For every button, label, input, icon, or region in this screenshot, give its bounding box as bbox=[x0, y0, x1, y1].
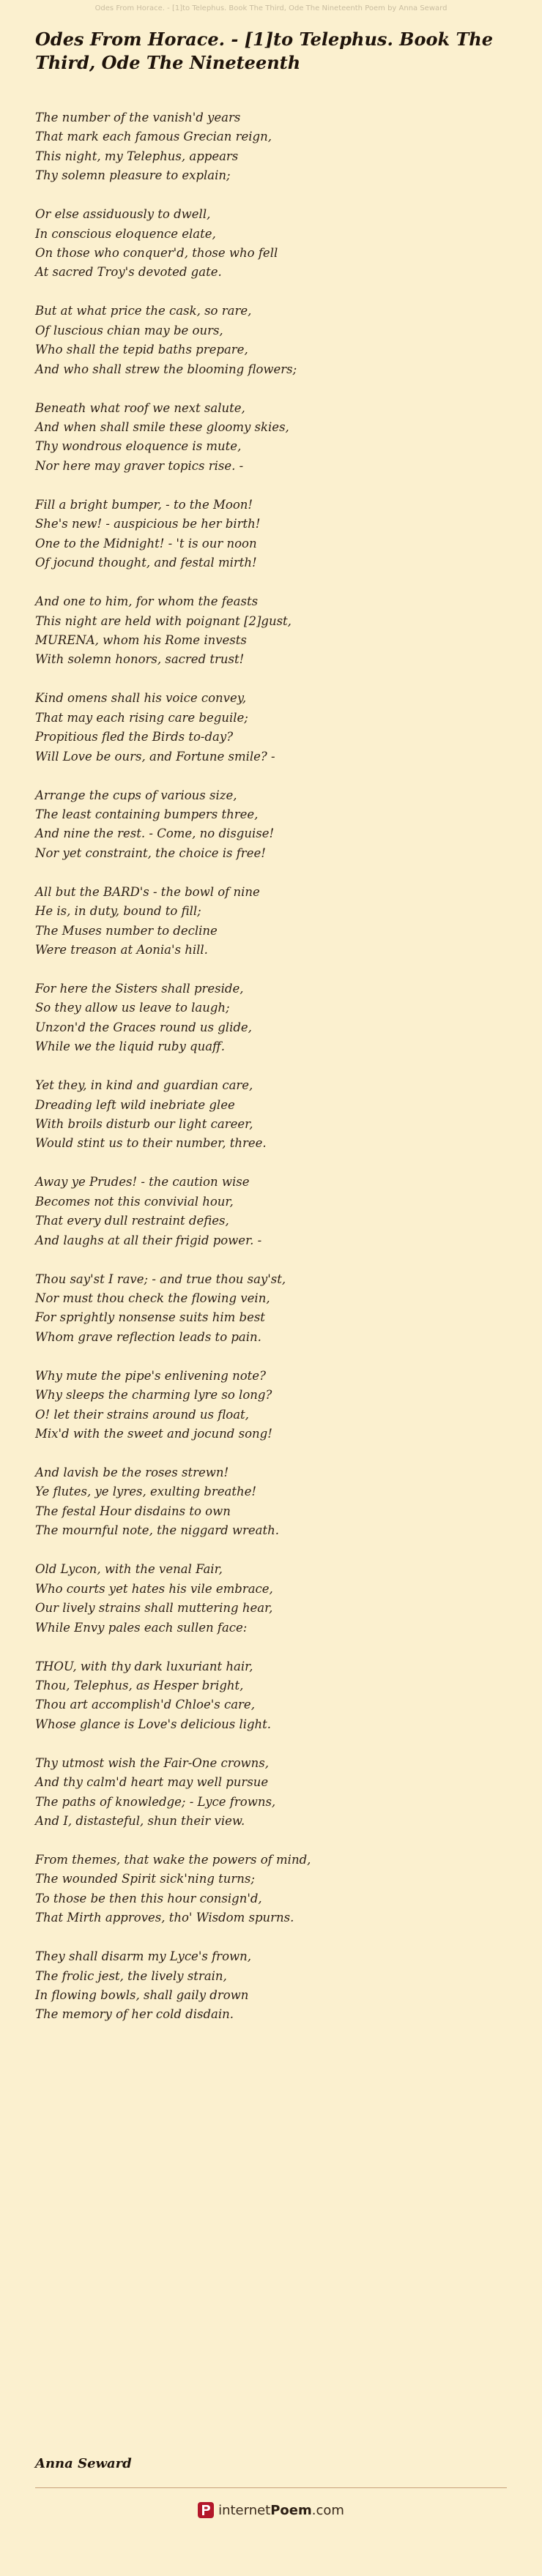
poem-line: Unzon'd the Graces round us glide, bbox=[35, 1020, 252, 1034]
stanza bbox=[35, 399, 511, 477]
poem-line: Who courts yet hates his vile embrace, bbox=[35, 1581, 273, 1596]
stanza bbox=[35, 883, 511, 960]
poem-line: They shall disarm my Lyce's frown, bbox=[35, 1949, 251, 1964]
poem-line: Nor must thou check the flowing vein, bbox=[35, 1291, 270, 1306]
poem-line: And I, distasteful, shun their view. bbox=[35, 1813, 245, 1828]
poem-line: At sacred Troy's devoted gate. bbox=[35, 265, 222, 280]
poem-line: While we the liquid ruby quaff. bbox=[35, 1039, 225, 1054]
stanza bbox=[35, 1851, 511, 1928]
poem-line: The Muses number to decline bbox=[35, 923, 218, 938]
poem-line: The festal Hour disdains to own bbox=[35, 1504, 231, 1518]
poem-line: Whom grave reflection leads to pain. bbox=[35, 1329, 261, 1344]
stanza bbox=[35, 1173, 511, 1250]
stanza bbox=[35, 496, 511, 573]
poem-line: Of luscious chian may be ours, bbox=[35, 323, 223, 337]
poem-author[interactable]: Anna Seward bbox=[35, 2456, 132, 2471]
stanza bbox=[35, 1560, 511, 1638]
stanza bbox=[35, 302, 511, 379]
stanza bbox=[35, 1367, 511, 1444]
poem-line: Our lively strains shall muttering hear, bbox=[35, 1601, 273, 1616]
poem-line: Propitious fled the Birds to-day? bbox=[35, 730, 234, 744]
poem-line: Kind omens shall his voice convey, bbox=[35, 691, 247, 706]
poem-line: Nor here may graver topics rise. - bbox=[35, 458, 244, 473]
poem-logo-icon bbox=[198, 2502, 214, 2518]
poem-line: Thou, Telephus, as Hesper bright, bbox=[35, 1678, 244, 1692]
footer-divider bbox=[35, 2487, 507, 2488]
poem-line: Would stint us to their number, three. bbox=[35, 1136, 267, 1151]
poem-line: The wounded Spirit sick'ning turns; bbox=[35, 1872, 255, 1886]
poem-line: From themes, that wake the powers of mind, bbox=[35, 1852, 311, 1867]
poem-line: Fill a bright bumper, - to the Moon! bbox=[35, 497, 253, 512]
poem-line: In conscious eloquence elate, bbox=[35, 226, 216, 241]
poem-line: And one to him, for whom the feasts bbox=[35, 594, 259, 609]
poem-line: And nine the rest. - Come, no disguise! bbox=[35, 826, 275, 841]
poem-body bbox=[35, 108, 511, 2044]
poem-line: This night, my Telephus, appears bbox=[35, 149, 239, 163]
poem-line: The memory of her cold disdain. bbox=[35, 2007, 234, 2022]
page-caption: Odes From Horace. - [1]to Telephus. Book The Third, Ode The Nineteenth Poem by Anna Seward bbox=[94, 4, 448, 12]
poem-line: Thou say'st I rave; - and true thou say'st, bbox=[35, 1272, 286, 1286]
poem-line: The frolic jest, the lively strain, bbox=[35, 1968, 227, 1983]
stanza bbox=[35, 205, 511, 283]
poem-line: All but the BARD's - the bowl of nine bbox=[35, 884, 260, 899]
poem-line: And who shall strew the blooming flowers; bbox=[35, 362, 297, 376]
stanza bbox=[35, 1270, 511, 1348]
stanza bbox=[35, 1947, 511, 2025]
brand-suffix: .com bbox=[311, 2502, 344, 2518]
stanza bbox=[35, 592, 511, 670]
poem-line: The mournful note, the niggard wreath. bbox=[35, 1523, 280, 1538]
poem-line: Thy utmost wish the Fair-One crowns, bbox=[35, 1755, 269, 1770]
poem-line: To those be then this hour consign'd, bbox=[35, 1891, 262, 1905]
brand-plain: internet bbox=[218, 2502, 271, 2518]
poem-line: Or else assiduously to dwell, bbox=[35, 207, 211, 222]
poem-line: But at what price the cask, so rare, bbox=[35, 304, 252, 318]
poem-line: THOU, with thy dark luxuriant hair, bbox=[35, 1659, 253, 1673]
poem-line: The least containing bumpers three, bbox=[35, 807, 259, 821]
poem-line: Why mute the pipe's enlivening note? bbox=[35, 1368, 266, 1383]
stanza bbox=[35, 1657, 511, 1735]
stanza bbox=[35, 1754, 511, 1832]
poem-line: Thou art accomplish'd Chloe's care, bbox=[35, 1698, 255, 1712]
poem-line: Why sleeps the charming lyre so long? bbox=[35, 1388, 272, 1403]
stanza bbox=[35, 1076, 511, 1154]
poem-line: One to the Midnight! - 't is our noon bbox=[35, 536, 257, 550]
poem-line: And lavish be the roses strewn! bbox=[35, 1466, 229, 1480]
poem-line: That every dull restraint defies, bbox=[35, 1214, 229, 1228]
poem-line: Will Love be ours, and Fortune smile? - bbox=[35, 749, 275, 764]
poem-line: With broils disturb our light career, bbox=[35, 1117, 253, 1131]
poem-line: Thy wondrous eloquence is mute, bbox=[35, 439, 242, 454]
stanza bbox=[35, 786, 511, 864]
poem-line: For here the Sisters shall preside, bbox=[35, 981, 244, 996]
poem-line: Whose glance is Love's delicious light. bbox=[35, 1717, 272, 1731]
poem-line: This night are held with poignant [2]gust, bbox=[35, 613, 292, 628]
stanza bbox=[35, 979, 511, 1057]
poem-line: And thy calm'd heart may well pursue bbox=[35, 1775, 269, 1790]
stanza bbox=[35, 689, 511, 766]
poem-line: That mark each famous Grecian reign, bbox=[35, 130, 272, 144]
poem-line: He is, in duty, bound to fill; bbox=[35, 904, 201, 919]
poem-line: And laughs at all their frigid power. - bbox=[35, 1233, 262, 1247]
poem-line: Becomes not this convivial hour, bbox=[35, 1194, 234, 1209]
poem-line: O! let their strains around us float, bbox=[35, 1407, 249, 1422]
poem-line: Dreading left wild inebriate glee bbox=[35, 1097, 235, 1112]
poem-line: Old Lycon, with the venal Fair, bbox=[35, 1562, 223, 1577]
poem-line: Were treason at Aonia's hill. bbox=[35, 942, 208, 957]
poem-line: Away ye Prudes! - the caution wise bbox=[35, 1175, 250, 1190]
poem-line: Thy solemn pleasure to explain; bbox=[35, 168, 231, 183]
poem-line: Who shall the tepid baths prepare, bbox=[35, 343, 248, 357]
poem-line: The paths of knowledge; - Lyce frowns, bbox=[35, 1794, 276, 1809]
poem-line: With solemn honors, sacred trust! bbox=[35, 652, 245, 667]
poem-line: That Mirth approves, tho' Wisdom spurns. bbox=[35, 1911, 294, 1925]
poem-line: On those who conquer'd, those who fell bbox=[35, 246, 278, 261]
poem-line: Beneath what roof we next salute, bbox=[35, 400, 245, 415]
poem-line: So they allow us leave to laugh; bbox=[35, 1001, 230, 1015]
poem-line: Arrange the cups of various size, bbox=[35, 788, 237, 802]
poem-line: In flowing bowls, shall gaily drown bbox=[35, 1987, 249, 2002]
poem-line: MURENA, whom his Rome invests bbox=[35, 632, 247, 647]
stanza bbox=[35, 108, 511, 186]
poem-line: And when shall smile these gloomy skies, bbox=[35, 420, 289, 435]
poem-line: She's new! - auspicious be her birth! bbox=[35, 517, 261, 531]
poem-line: Ye flutes, ye lyres, exulting breathe! bbox=[35, 1485, 257, 1499]
poem-line: The number of the vanish'd years bbox=[35, 111, 241, 124]
poem-line: That may each rising care beguile; bbox=[35, 710, 248, 725]
stanza bbox=[35, 1463, 511, 1541]
poem-line: Mix'd with the sweet and jocund song! bbox=[35, 1427, 272, 1441]
poem-line: Of jocund thought, and festal mirth! bbox=[35, 556, 257, 570]
poem-title: Odes From Horace. - [1]to Telephus. Book The Third, Ode The Nineteenth bbox=[35, 29, 494, 73]
poem-line: Yet they, in kind and guardian care, bbox=[35, 1078, 253, 1093]
poem-line: Nor yet constraint, the choice is free! bbox=[35, 845, 266, 860]
site-brand[interactable] bbox=[0, 2502, 542, 2518]
poem-logo-glyph bbox=[201, 2504, 211, 2516]
poem-line: While Envy pales each sullen face: bbox=[35, 1620, 248, 1635]
brand-accent: Poem bbox=[270, 2502, 312, 2518]
poem-line: For sprightly nonsense suits him best bbox=[35, 1310, 265, 1325]
brand-name bbox=[218, 2503, 344, 2518]
